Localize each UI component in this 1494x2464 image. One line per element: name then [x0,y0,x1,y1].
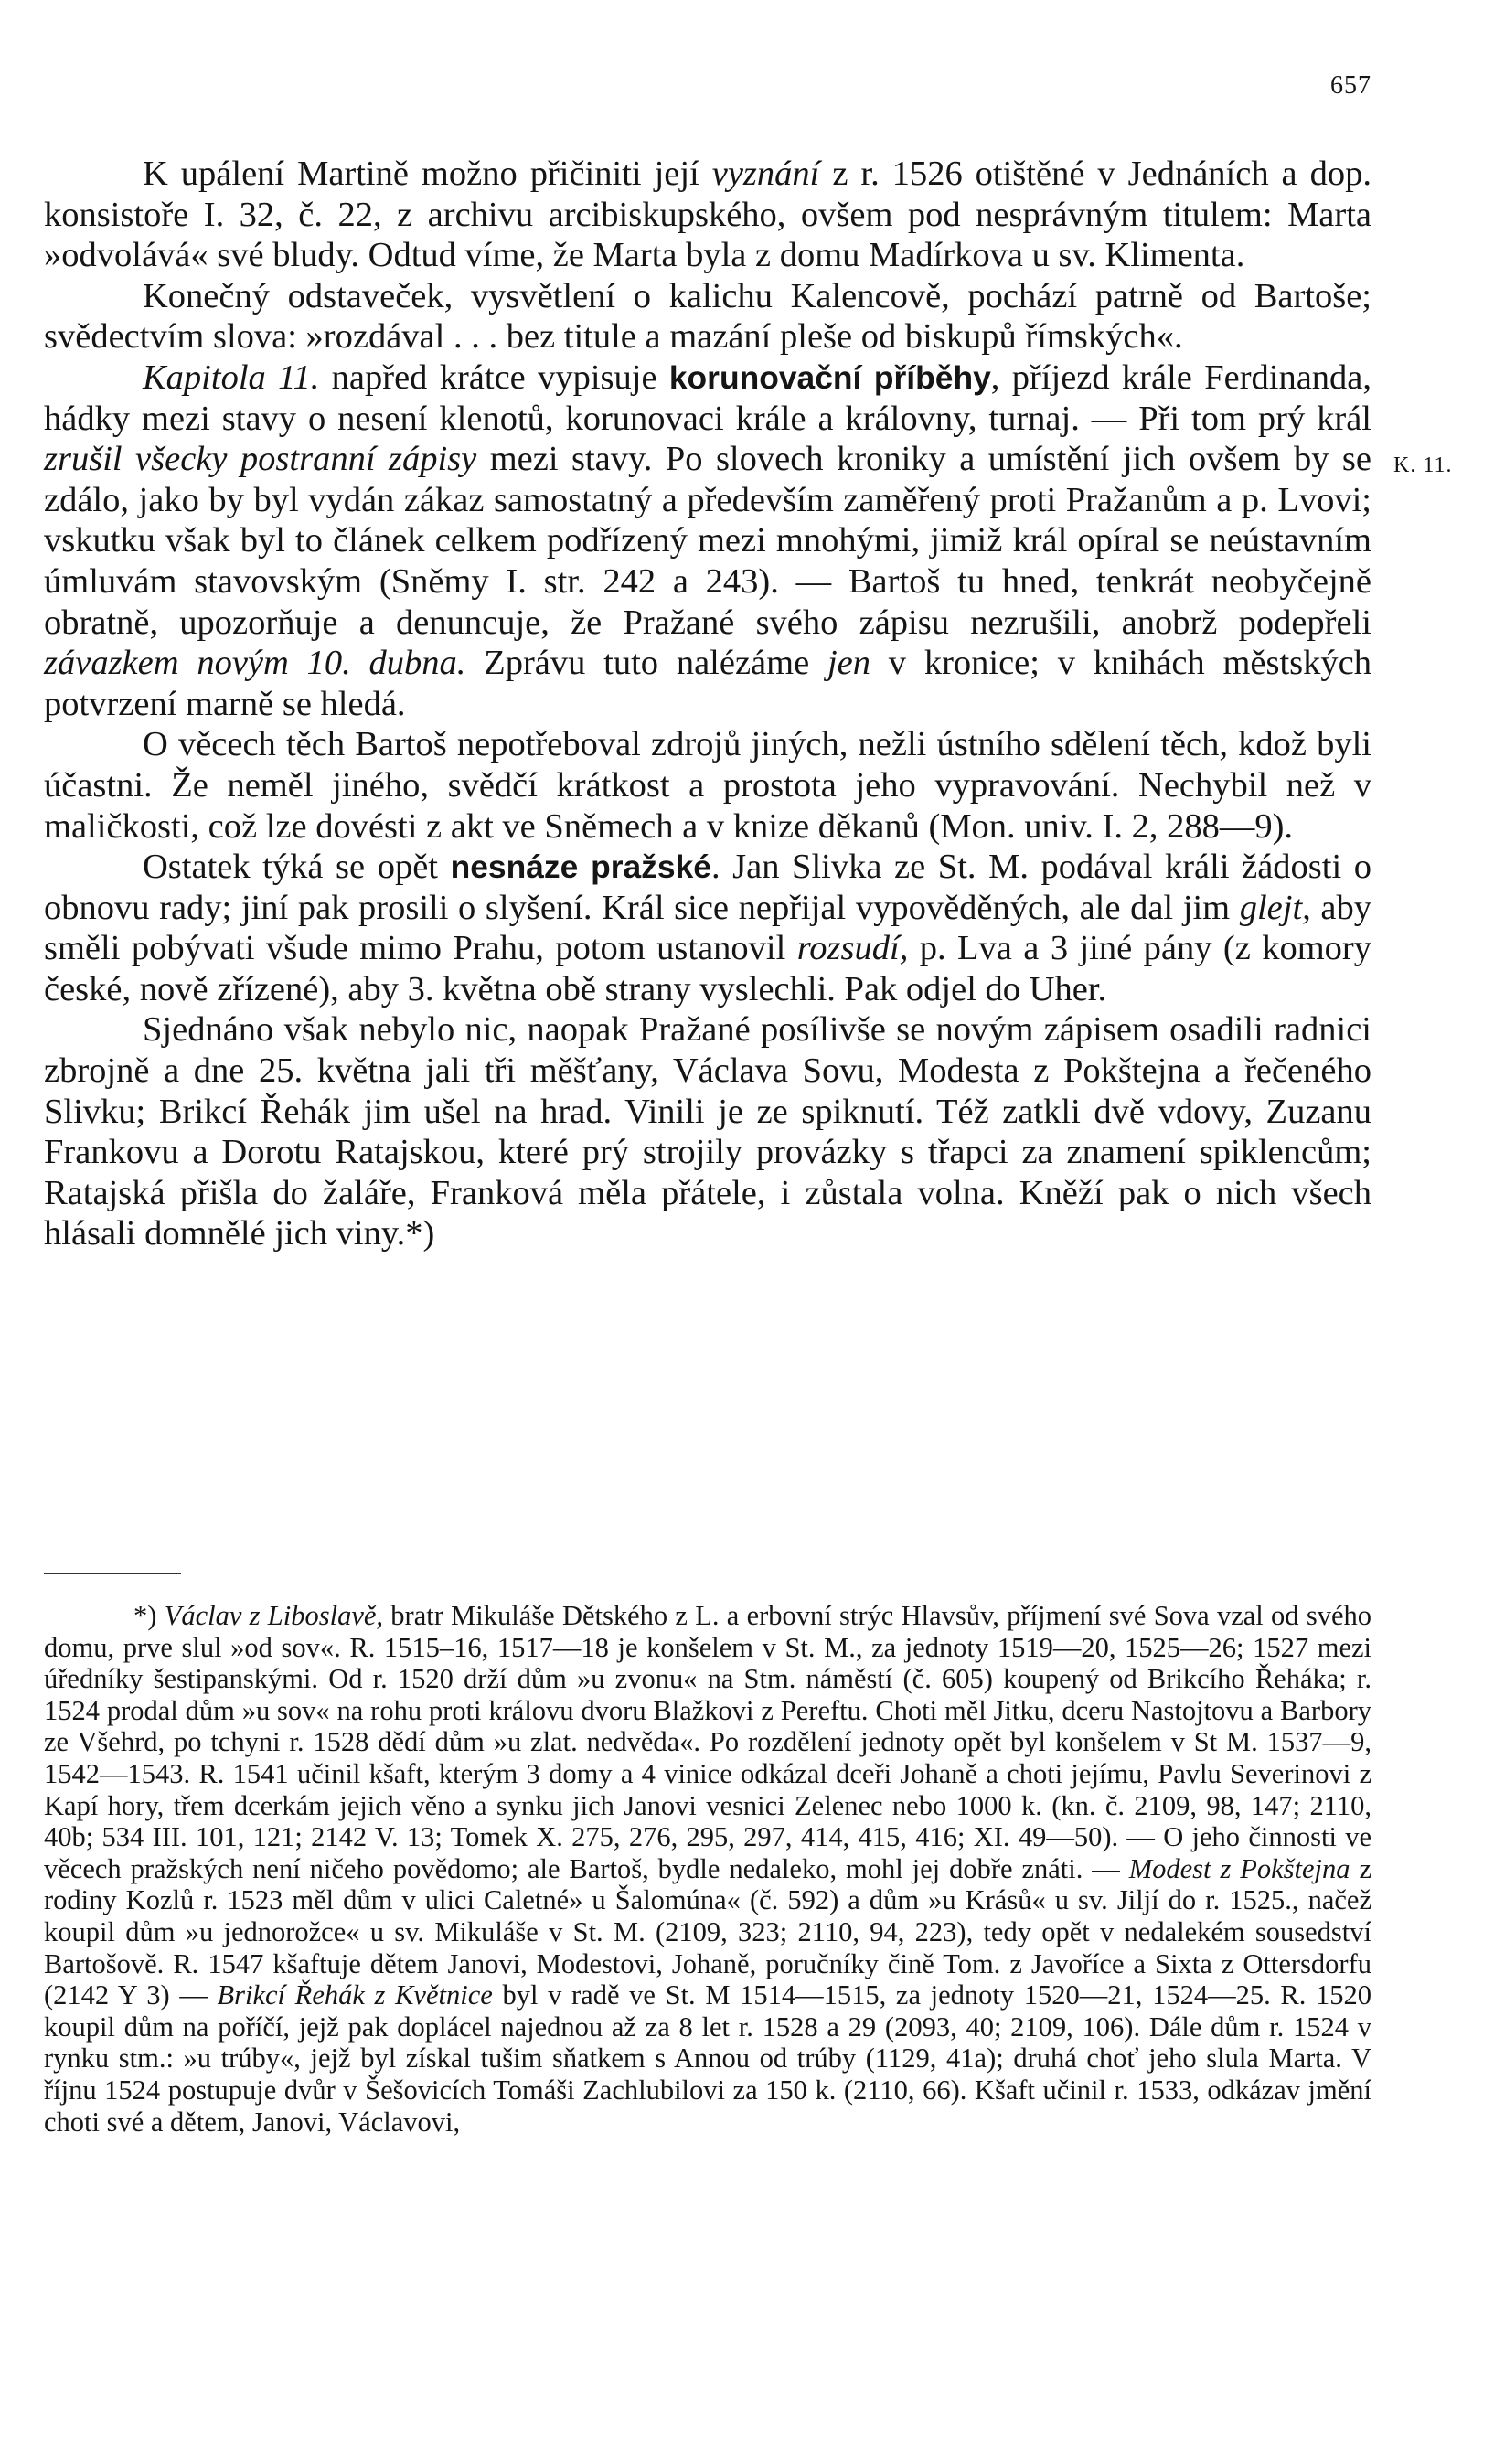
text-run: mezi stavy. Po slovech kroniky a umístění jich ovšem by se zdálo, jako by byl vydán zákaz samostatný a především zaměřený proti Pražanům a p. Lvovi; vskutku však byl to článek celkem podřízený mezi mnohými, jimiž král opíral se neústavním úmluvám stavovským (Sněmy I. str. 242 a 243). — Bartoš tu hned, tenkrát neobyčejně obratně, upozorňuje a denuncuje, že Pražané svého zápisu nezrušili, anobrž podepřeli [44,440,1372,642]
chapter-reference: Kapitola 11. [143,357,320,397]
text-run: z rodiny Kozlů r. 1523 měl dům v ulici Caletné» u Šalomúna« (č. 592) a dům »u Krásů« u sv. Jiljí do r. 1525., načež koupil dům »u jednorožce« u sv. Mikuláše v St. M. (2109, 323; 2110, 94, 223), tedy opět v nedalekém sousedství Bartošově. R. 1547 kšaftuje dětem Janovi, Modestovi, Johaně, poručníky čině Tom. z Javoříce a Sixta z Ottersdorfu (2142 Y 3) — [44,1852,1371,2011]
italic-name: Brikcí Řehák z Květnice [217,1979,493,2011]
text-run: . Jan Slivka ze St. M. podával králi žádosti o obnovu rady; jiní pak prosili o slyšení. Král sice nepřijal vypověděných, ale dal jim [44,848,1371,927]
text-run: K upálení Martině možno přičiniti její [143,155,712,193]
margin-note: K. 11. [1393,453,1453,477]
page-number: 657 [1330,71,1371,100]
footnote-divider [44,1573,181,1574]
main-text [44,154,1371,1254]
paragraph-6: Sjednáno však nebylo nic, naopak Pražané posílivše se novým zápisem osadili radnici zbrojně a dne 25. května jali tři měšťany, Václava Sovu, Modesta z Pokštejna a řečeného Slivku; Brikcí Řehák jim ušel na hrad. Vinili je ze spiknutí. Též zatkli dvě vdovy, Zuzanu Frankovu a Dorotu Ratajskou, které prý strojily provázky s třapci za znamení spiklencům; Ratajská přišla do žaláře, Franková měla přátele, i zůstala volna. Kněží pak o nich všech hlásali domnělé jich viny.*) [44,1010,1371,1253]
footnote [44,1600,1371,2138]
text-run: napřed krátce vypisuje [319,357,669,397]
emphasized-term: korunovační příběhy [668,358,991,396]
footnote-marker: *) [133,1600,165,1631]
emphasized-term: nesnáze pražské [450,848,711,886]
italic-term: zrušil všecky postranní zápisy [44,440,477,479]
text-run: Zprávu tuto nalézáme [465,644,827,683]
paragraph-3 [44,357,1371,724]
italic-name: Modest z Pokštejna [1128,1852,1350,1884]
text-run: aby směli pobývati všude mimo Prahu, potom ustanovil [44,888,1371,968]
paragraph-1 [44,154,1371,276]
text-run: bratr Mikuláše Dětského z L. a erbovní strýc Hlavsův, příjmení své Sova vzal od svého domu, prve slul »od sov«. R. 1515–16, 1517—18 je konšelem v St. M., za jednoty 1519—20, 1525—26; 1527 mezi úředníky šestipanskými. Od r. 1520 drží dům »u zvonu« na Stm. náměstí (č. 605) koupený od Brikcího Řeháka; r. 1524 prodal dům »u sov« na rohu proti královu dvoru Blažkovi z Pereftu. Choti měl Jitku, dceru Nastojtovu a Barbory ze Všehrd, po tchyni r. 1528 dědí dům »u zlat. nedvěda«. Po rozdělení jednoty opět byl konšelem v St M. 1537—9, 1542—1543. R. 1541 učinil kšaft, kterým 3 domy a 4 vinice odkázal dceři Johaně a choti jejímu, Pavlu Severinovi z Kapí hory, třem dcerkám jejich věno a synku jich Janovi vesnici Zelenec nebo 1000 k. (kn. č. 2109, 98, 147; 2110, 40b; 534 III. 101, 121; 2142 V. 13; Tomek X. 275, 276, 295, 297, 414, 415, 416; XI. 49—50). — O jeho činnosti ve věcech pražských není ničeho povědomo; ale Bartoš, bydle nedaleko, mohl jej dobře znáti. — [44,1600,1371,1884]
italic-term: rozsudí, [796,929,909,968]
text-run: p. Lva a 3 jiné pány (z komory české, nově zřízené), aby 3. května obě strany vyslechli. Pak odjel do Uher. [44,929,1371,1008]
footnote-paragraph [44,1600,1371,2138]
italic-name: Václav z Liboslavě, [164,1600,384,1631]
paragraph-4: O věcech těch Bartoš nepotřeboval zdrojů jiných, nežli ústního sdělení těch, kdož byli účastni. Že neměl jiného, svědčí krátkost a prostota jeho vypravování. Nechybil než v maličkosti, což lze dovésti z akt ve Sněmech a v knize děkanů (Mon. univ. I. 2, 288—9). [44,725,1371,846]
text-run: Ostatek týká se opět [143,848,451,887]
paragraph-5 [44,847,1371,1009]
italic-term: závazkem novým 10. dubna. [44,644,466,683]
text-run: v kronice; v knihách městských potvrzení marně se hledá. [44,644,1371,723]
text-run: z r. 1526 otištěné v Jednáních a dop. konsistoře I. 32, č. 22, z archivu arcibiskupského, ovšem pod nesprávným titulem: Marta »odvolává« své bludy. Odtud víme, že Marta byla z domu Madírkova u sv. Klimenta. [44,155,1371,275]
paragraph-2: Konečný odstaveček, vysvětlení o kalichu Kalencově, pochází patrně od Bartoše; svědectvím slova: »rozdával . . . bez titule a mazání pleše od biskupů římských«. [44,276,1371,357]
text-run: byl v radě ve St. M 1514—1515, za jednoty 1520—21, 1524—25. R. 1520 koupil dům na poříčí, jejž pak doplácel najednou až za 8 let r. 1528 a 29 (2093, 40; 2109, 106). Dále dům r. 1524 v rynku stm.: »u trúby«, jejž byl získal tušim sňatkem s Annou od trúby (1129, 41a); druhá choť jeho slula Marta. V říjnu 1524 postupuje dvůr v Šešovicích Tomáši Zachlubilovi za 150 k. (2110, 66). Kšaft učinil r. 1533, odkázav jmění choti své a dětem, Janovi, Václavovi, [44,1979,1372,2138]
text-run: , příjezd krále Ferdinanda, hádky mezi stavy o nesení klenotů, korunovaci krále a královny, turnaj. — Při tom prý král [44,357,1372,438]
italic-term: jen [827,644,870,683]
italic-term: vyznání [711,155,820,193]
italic-term: glejt, [1239,888,1311,927]
